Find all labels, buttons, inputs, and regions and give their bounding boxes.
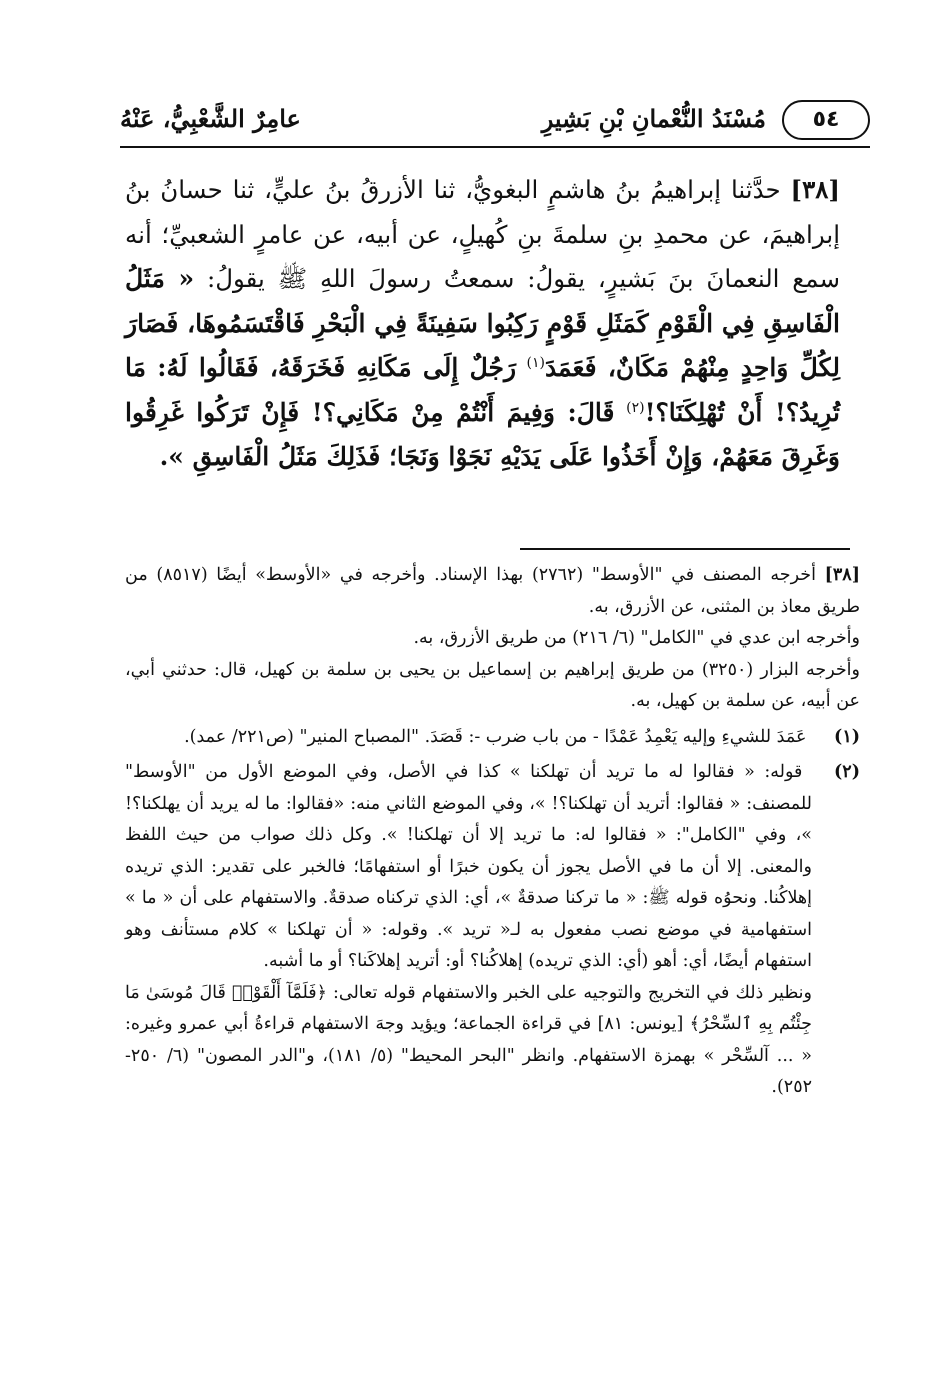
takhrij-line-2: وأخرجه ابن عدي في "الكامل" (٦/ ٢١٦) من طريق الأزرق، به. (413, 628, 860, 648)
hadith-matn-part3: قَالَ: وَفِيمَ أَنْتُمْ مِنْ مَكَانِي؟! فَإِنْ تَرَكُوا غَرِقُوا وَغَرِقَ مَعَهُمْ، وَإِنْ أَخَذُوا عَلَى يَدَيْهِ نَجَوْا وَنَجَا؛ فَذَلِكَ مَثَلُ الْفَاسِقِ ». (125, 397, 840, 471)
running-header (120, 96, 870, 148)
footnote-2-text: قوله: « فقالوا له ما تريد أن تهلكنا » كذا في الأصل، وفي الموضع الأول من "الأوسط" للمصنف: « فقالوا: أتريد أن تهلكنا؟! »، وفي الموضع الثاني منه: «فقالوا: ما له يريد أن يهلكنا؟! »، وفي "الكامل": « فقالوا له: ما تريد إلا أن تهلكنا! ». وكل ذلك صواب من حيث اللفظ والمعنى. إلا أن ما في الأصل يجوز أن يكون خبرًا أو استفهامًا؛ فالخبر على تقدير: الذي تريده إهلاكُنا. ونحوُه قوله ﷺ: « ما تركنا صدقةٌ »، أي: الذي تركناه صدقةٌ. والاستفهام على أن « ما » استفهامية في موضع نصب مفعول به لـ« تريد ». وقوله: « أن تهلكنا » كلام مستأنف وهو استفهام أيضًا، أي: أهو (أي: الذي تريده) إهلاكُنا؟ أو: أتريد إهلاكَنا؟ أو ما أشبه. (125, 762, 812, 971)
footnote-2-paragraph-2: ونظير ذلك في التخريج والتوجيه على الخبر والاستفهام قوله تعالى: ﴿فَلَمَّآ أَلْقَوْا۟ قَالَ مُوسَىٰ مَا جِئْتُم بِهِ ٱلسِّحْرُ﴾ [يونس: ٨١] في قراءة الجماعة؛ ويؤيد وجهَ الاستفهام قراءةُ أبي عمرو وغيره: « ... آلسِّحْر » بهمزة الاستفهام. وانظر "البحر المحيط" (٥/ ١٨١)، و"الدر المصون" (٦/ ٢٥٠- ٢٥٢). (125, 982, 812, 1097)
footnote-divider (520, 548, 850, 550)
page-number: ٥٤ (782, 100, 870, 140)
hadith-matn-part2: رَجُلٌ إِلَى مَكَانِهِ فَخَرَقَهُ، فَقَالُوا لَهُ: مَا تُرِيدُ؟! أَنْ تُهْلِكَنَا؟! (125, 353, 840, 427)
footnote-1-text: عَمَدَ للشيءِ وإليه يَعْمِدُ عَمْدًا - من باب ضرب -: قَصَدَ. "المصباح المنير" (ص٢٢١/ عمد). (184, 726, 807, 747)
footnote-ref-1[interactable]: (١) (526, 354, 545, 371)
footnote-takhrij (125, 560, 860, 718)
running-title: مُسْنَدُ النُّعْمانِ بْنِ بَشِيرِ (541, 104, 766, 133)
footnotes (125, 560, 860, 1108)
takhrij-label: [٣٨] (824, 565, 860, 585)
footnote-ref-2[interactable]: (٢) (626, 399, 645, 416)
hadith-isnad: حدَّثنا إبراهيمُ بنُ هاشمٍ البغويُّ، ثنا الأزرقُ بنُ عليٍّ، ثنا حسانُ بنُ إبراهيمَ، عن محمدِ بنِ سلمةَ بنِ كُهيلٍ، عن أبيه، عن عامرٍ الشعبيِّ؛ أنه سمع النعمانَ بنَ بَشيرٍ، يقولُ: سمعتُ رسولَ اللهِ ﷺ يقولُ: (125, 175, 840, 293)
takhrij-line-1: أخرجه المصنف في "الأوسط" (٢٧٦٢) بهذا الإسناد. وأخرجه في «الأوسط» أيضًا (٨٥١٧) من طريق معاذ بن المثنى، عن الأزرق، به. (125, 565, 860, 617)
hadith-number: [٣٨] (790, 175, 840, 204)
footnote-1 (125, 722, 860, 754)
footnote-1-label: (١) (834, 726, 860, 747)
footnote-2-label: (٢) (834, 762, 860, 782)
takhrij-line-3: وأخرجه البزار (٣٢٥٠) من طريق إبراهيم بن إسماعيل بن يحيى بن سلمة بن كهيل، قال: حدثني أبي، عن أبيه، عن سلمة بن كهيل، به. (125, 659, 860, 711)
running-subtitle: عامِرٌ الشَّعْبِيُّ، عَنْهُ (120, 104, 301, 133)
hadith-text (125, 168, 840, 480)
footnote-2 (125, 757, 860, 1104)
hadith-matn-part1: « مَثَلُ الْفَاسِقِ فِي الْقَوْمِ كَمَثَلِ قَوْمٍ رَكِبُوا سَفِينَةً فِي الْبَحْرِ فَاقْتَسَمُوهَا، فَصَارَ لِكُلِّ وَاحِدٍ مِنْهُمْ مَكَانٌ، فَعَمَدَ (125, 264, 840, 382)
